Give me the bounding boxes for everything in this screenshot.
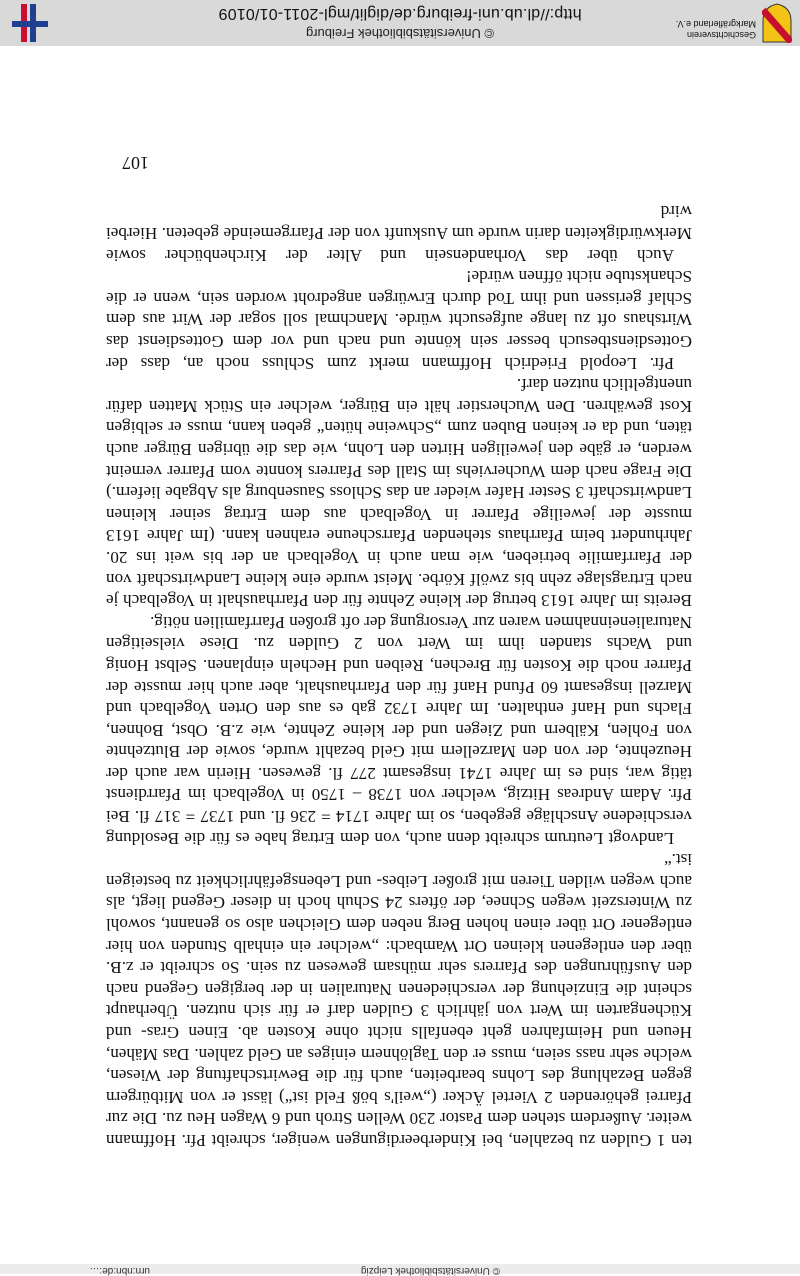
society-line: Markgräflerland e.V. [675, 19, 756, 29]
top-strip-copyright: © Universitätsbibliothek Leipzig [360, 1265, 500, 1276]
copyright-notice: © Universitätsbibliothek Freiburg [305, 26, 495, 41]
top-scan-strip [0, 1264, 800, 1274]
paragraph: Bereits im Jahre 1613 betrug der kleine Zehnte für den Pfarrhaushalt in Vogelbach je nach Ertragslage zehn bis zwölf Körbe. Meist wurde eine kleine Landwirtschaft von der Pfarrfamilie betrieben, wie man auch in Vogelbach an der bis weit ins 20. Jahrhundert beim Pfarrhaus stehenden Pfarrscheune erahnen kann. (Im Jahre 1613 musste der jeweilige Pfarrer in Vogelbach aus dem Ertrag seiner kleinen Landwirtschaft 3 Sester Hafer wieder an das Schloss Sausenburg als Abgabe liefern.) Die Frage nach dem Wucherviehs im Stall des Pfarrers konnte vom Pfarrer verneint werden, er gäbe den jeweiligen Hirten den Lohn, wie das die übrigen Bürger auch täten, und da er keinen Buben zum „Schweine hüten“ geben kann, muss er selbigen Kost gewähren. Den Wucherstier hält ein Bürger, welcher ein Stück Matten dafür unentgeltlich nutzen darf. [106, 375, 692, 611]
paragraph: ten 1 Gulden zu bezahlen, bei Kinderbeerdigungen weniger, schreibt Pfr. Hoffmann weiter. Außerdem stehen dem Pastor 230 Wellen Stroh und 6 Wagen Heu zu. Die zur Pfarrei gehörenden 2 Viertel Äcker („weil's böß Feld ist“) lässt er von Mitbürgern gegen Bezahlung des Lohns bearbeiten, auch für die Bewirtschaftung der Wiesen, welche sehr nass seien, muss er den Taglöhnern einiges an Geld zahlen. Das Mähen, Heuen und Heimfahren geht ebenfalls nicht ohne Kosten ab. Einen Gras- und Küchengarten im Wert von jährlich 3 Gulden darf er für sich nutzen. Überhaupt scheint die Einziehung der verschiedenen Naturalien in der bergigen Gegend nach den Ausführungen des Pfarrers sehr mühsam gewesen zu sein. So schreibt er z.B. über den entlegenen kleinen Ort Wambach: „welcher ein einhalb Stunden von hier entlegener Ort über einen hohen Berg neben dem Gleichen also so genannt, sowohl zu Winterszeit wegen Schnee, der öfters 24 Schuh hoch in dieser Gegend liegt, als auch wegen wilden Tieren mit großer Leibes- und Lebensgefährlichkeit zu besteigen ist.“ [106, 850, 692, 1150]
page-number: 107 [122, 153, 149, 173]
top-strip-urn: urn:nbn:de:… [89, 1265, 150, 1276]
paragraph: Landvogt Leutrum schreibt denn auch, von dem Ertrag habe es für die Besoldung verschiedene Anschläge gegeben, so im Jahre 1714 = 236 fl. und 1737 = 317 fl. Bei Pfr. Adam Andreas Hitzig, welcher von 1738 – 1750 in Vogelbach im Pfarrdienst tätig war, sind es im Jahre 1741 insgesamt 277 fl. gewesen. Hierin war auch der Heuzehnte, der von den Marzellern mit Geld bezahlt wurde, sowie der Blutzehnte von Fohlen, Kälbern und Ziegen und der kleine Zehnte, wie z.B. Obst, Bohnen, Flachs und Hanf enthalten. Im Jahre 1732 gab es aus den Orten Vogelbach und Marzell insgesamt 60 Pfund Hanf für den Pfarrhaushalt, aber auch hier musste der Pfarrer noch die Kosten für Brechen, Reiben und Hecheln einplanen. Selbst Honig und Wachs standen ihm im Wert von 2 Gulden zu. Diese vielseitigen Naturalieneinnahmen waren zur Versorgung der oft großen Pfarrfamilien nötig. [106, 612, 692, 848]
permalink[interactable]: http://dl.ub.uni-freiburg.de/diglit/mgl-2011-01/0109 [218, 5, 582, 22]
paragraph: Auch über das Vorhandensein und Alter der Kirchenbücher sowie Merkwürdigkeiten darin wurde um Auskunft von der Pfarrgemeinde gebeten. Hierbei wird [106, 202, 692, 265]
paragraph: Pfr. Leopold Friedrich Hoffmann merkt zum Schluss noch an, dass der Gottesdienstbesuch besser sein könnte und nach und vor dem Gottesdienst das Wirtshaus oft zu lange aufgesucht würde. Manchmal soll sogar der Wirt aus dem Schlaf gerissen und ihm Tod durch Erwürgen angedroht worden sein, wenn er die Schankstube nicht öffnen würde! [106, 267, 692, 373]
society-line: Geschichtsverein [686, 30, 756, 40]
body-text [106, 201, 692, 1151]
university-logo-icon [10, 2, 50, 44]
